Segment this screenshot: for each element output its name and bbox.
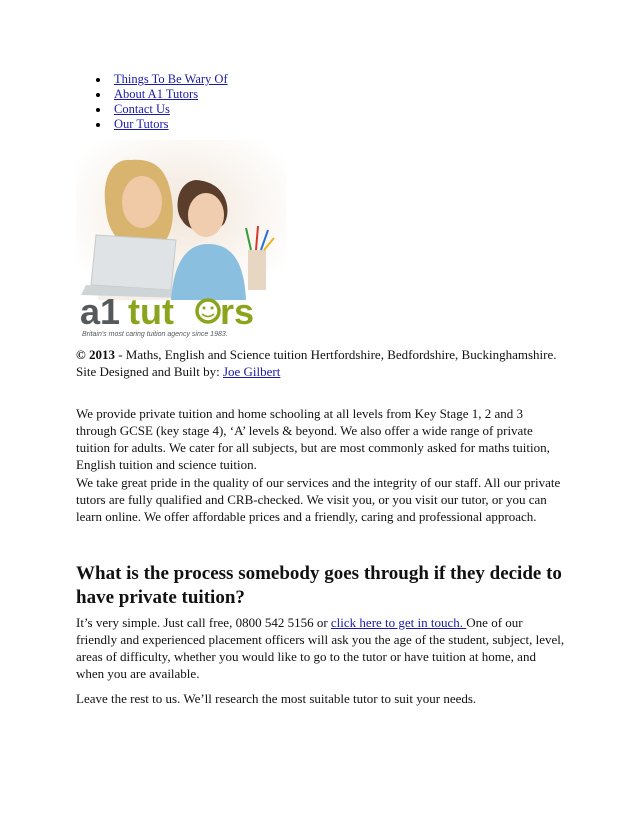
intro-paragraph-2: We take great pride in the quality of our services and the integrity of our staff. All our private tutors are fully qualified and CRB-checked. We visit you, or you visit our tutor, or you can learn online. We offer affordable prices and a friendly, caring and professional approach. xyxy=(76,475,561,524)
process-text-start: It’s very simple. Just call free, 0800 542 5156 or xyxy=(76,615,331,630)
process-paragraph xyxy=(76,614,566,682)
copyright-text: - Maths, English and Science tuition Hertfordshire, Bedfordshire, Buckinghamshire. xyxy=(114,347,557,362)
closing-paragraph: Leave the rest to us. We’ll research the most suitable tutor to suit your needs. xyxy=(76,691,477,706)
nav-item[interactable] xyxy=(96,117,228,132)
nav-link-our-tutors[interactable]: Our Tutors xyxy=(114,117,169,131)
bullet-icon xyxy=(96,108,100,112)
nav-item[interactable] xyxy=(96,72,228,87)
logo-text-tut: tut xyxy=(128,291,174,332)
designer-line xyxy=(76,363,566,380)
laptop-icon xyxy=(81,235,184,298)
nav-item[interactable] xyxy=(96,87,228,102)
logo-text-rs: rs xyxy=(220,291,255,332)
nav-link-about[interactable]: About A1 Tutors xyxy=(114,87,199,101)
get-in-touch-link[interactable]: click here to get in touch. xyxy=(330,615,467,630)
designer-link[interactable]: Joe Gilbert xyxy=(222,364,281,379)
process-heading: What is the process somebody goes through if they decide to have private tuition? xyxy=(76,563,562,608)
nav-item[interactable] xyxy=(96,102,228,117)
tutor-photo-logo xyxy=(76,140,286,340)
copyright-line xyxy=(76,346,566,363)
smiley-icon xyxy=(197,300,219,322)
bullet-icon xyxy=(96,93,100,97)
a1tutors-logo xyxy=(80,291,254,338)
bullet-icon xyxy=(96,78,100,82)
copyright-block xyxy=(76,346,566,380)
logo-text-a1: a1 xyxy=(80,291,121,332)
process-text-end: One of our friendly and experienced placement officers will ask you the age of the student, subject, level, areas of difficulty, whether you would like to go to the tutor or have tuition at home, and when you are available. xyxy=(76,615,565,681)
intro-paragraph-1: We provide private tuition and home schooling at all levels from Key Stage 1, 2 and 3 through GCSE (key stage 4), ‘A’ levels & beyond. We also offer a wide range of private tuition for adults. We cater for all subjects, but are most commonly asked for maths tuition, English tuition and science tuition. xyxy=(76,406,550,472)
designer-label: Site Designed and Built by: xyxy=(76,364,223,379)
copyright-year: © 2013 xyxy=(76,347,115,362)
bullet-icon xyxy=(96,123,100,127)
nav-link-things-to-be-wary-of[interactable]: Things To Be Wary Of xyxy=(114,72,228,86)
logo-tagline: Britain's most caring tuition agency since 1983. xyxy=(82,331,228,338)
nav-link-contact[interactable]: Contact Us xyxy=(114,102,170,116)
nav-list xyxy=(96,72,228,132)
